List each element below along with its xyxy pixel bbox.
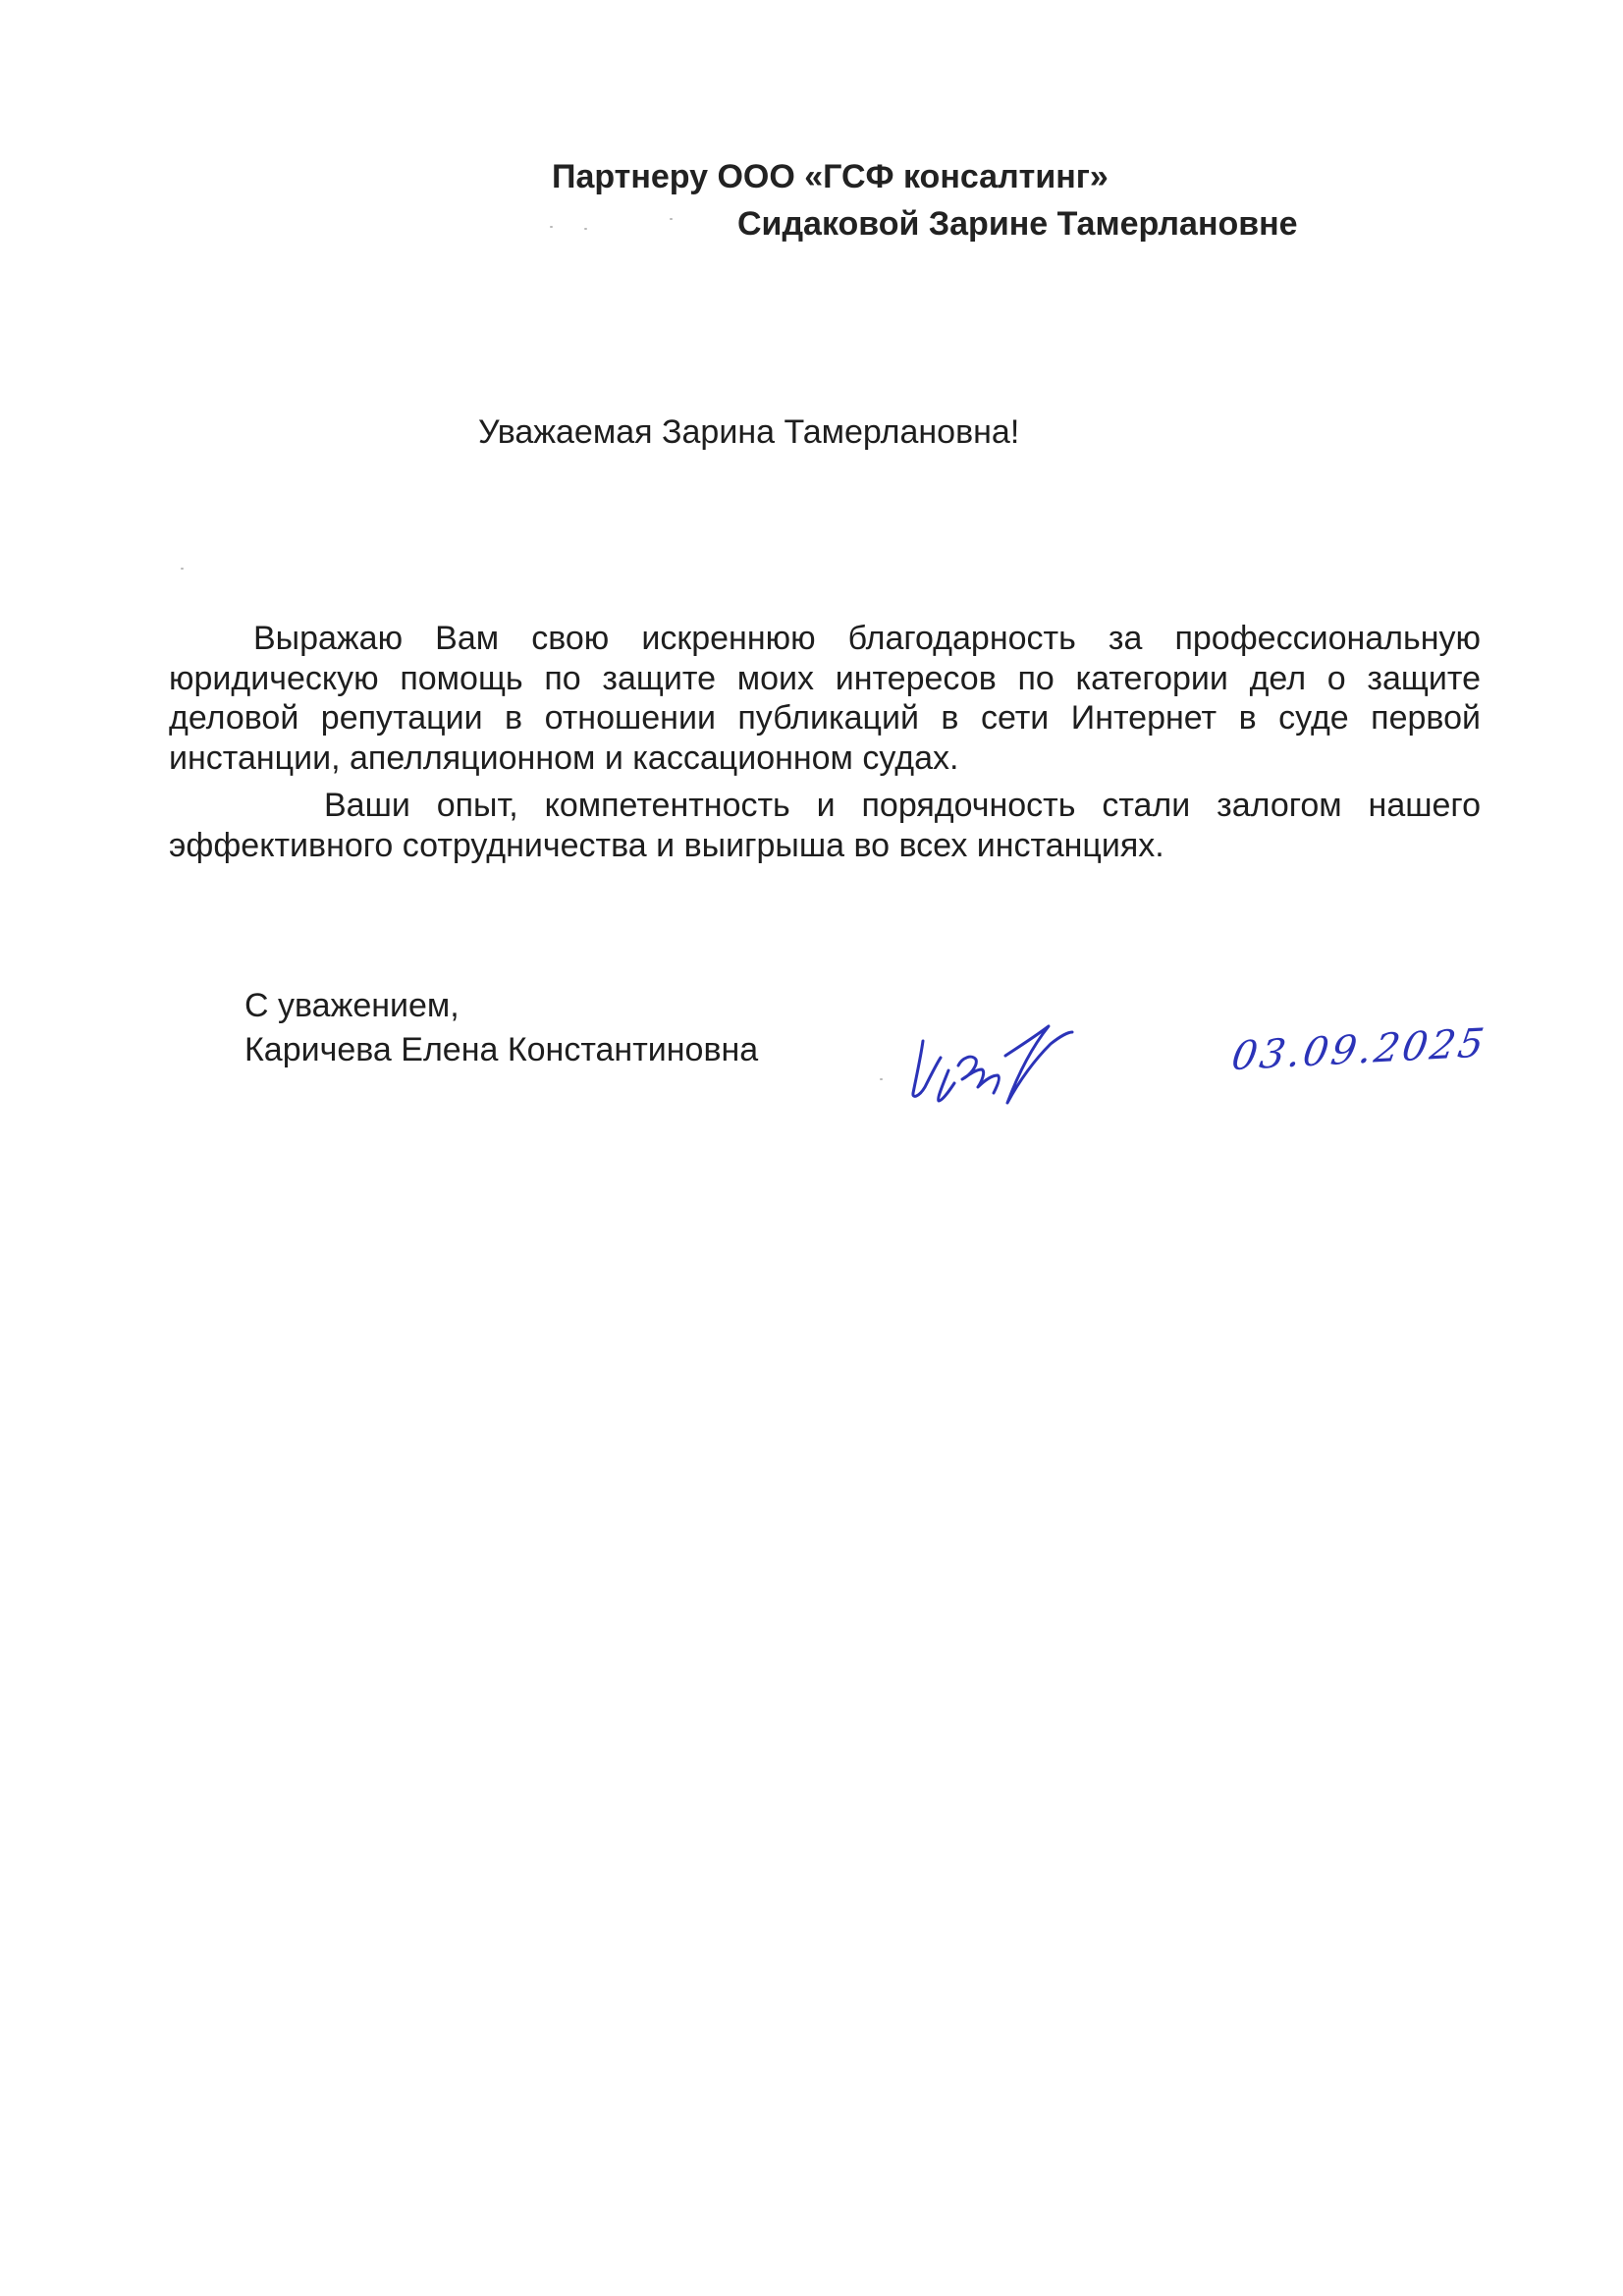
scan-speck (670, 218, 673, 220)
body-paragraph-2: Ваши опыт, компетентность и порядочность стали залогом нашего эффективного сотрудничества и выигрыша во всех инстанциях. (169, 787, 1481, 864)
handwritten-date: 03.09.2025 (1228, 1020, 1490, 1080)
addressee-line-2: Сидаковой Зарине Тамерлановне (737, 205, 1298, 243)
scan-speck (550, 226, 553, 228)
scan-speck (880, 1078, 883, 1080)
body-paragraph-1: Выражаю Вам свою искреннюю благодарность за профессиональную юридическую помощь по защите моих интересов по категории дел о защите деловой репутации в отношении публикаций в сети Интернет в суде первой инстанции, апелляционном и кассационном судах. (169, 620, 1481, 777)
handwritten-signature (903, 997, 1119, 1115)
closing-regards: С уважением, (244, 987, 460, 1024)
salutation: Уважаемая Зарина Тамерлановна! (478, 413, 1020, 451)
signer-name: Каричева Елена Константиновна (244, 1031, 759, 1068)
addressee-line-1: Партнеру ООО «ГСФ консалтинг» (552, 158, 1109, 195)
scan-speck (181, 568, 184, 570)
scan-speck (584, 228, 587, 230)
